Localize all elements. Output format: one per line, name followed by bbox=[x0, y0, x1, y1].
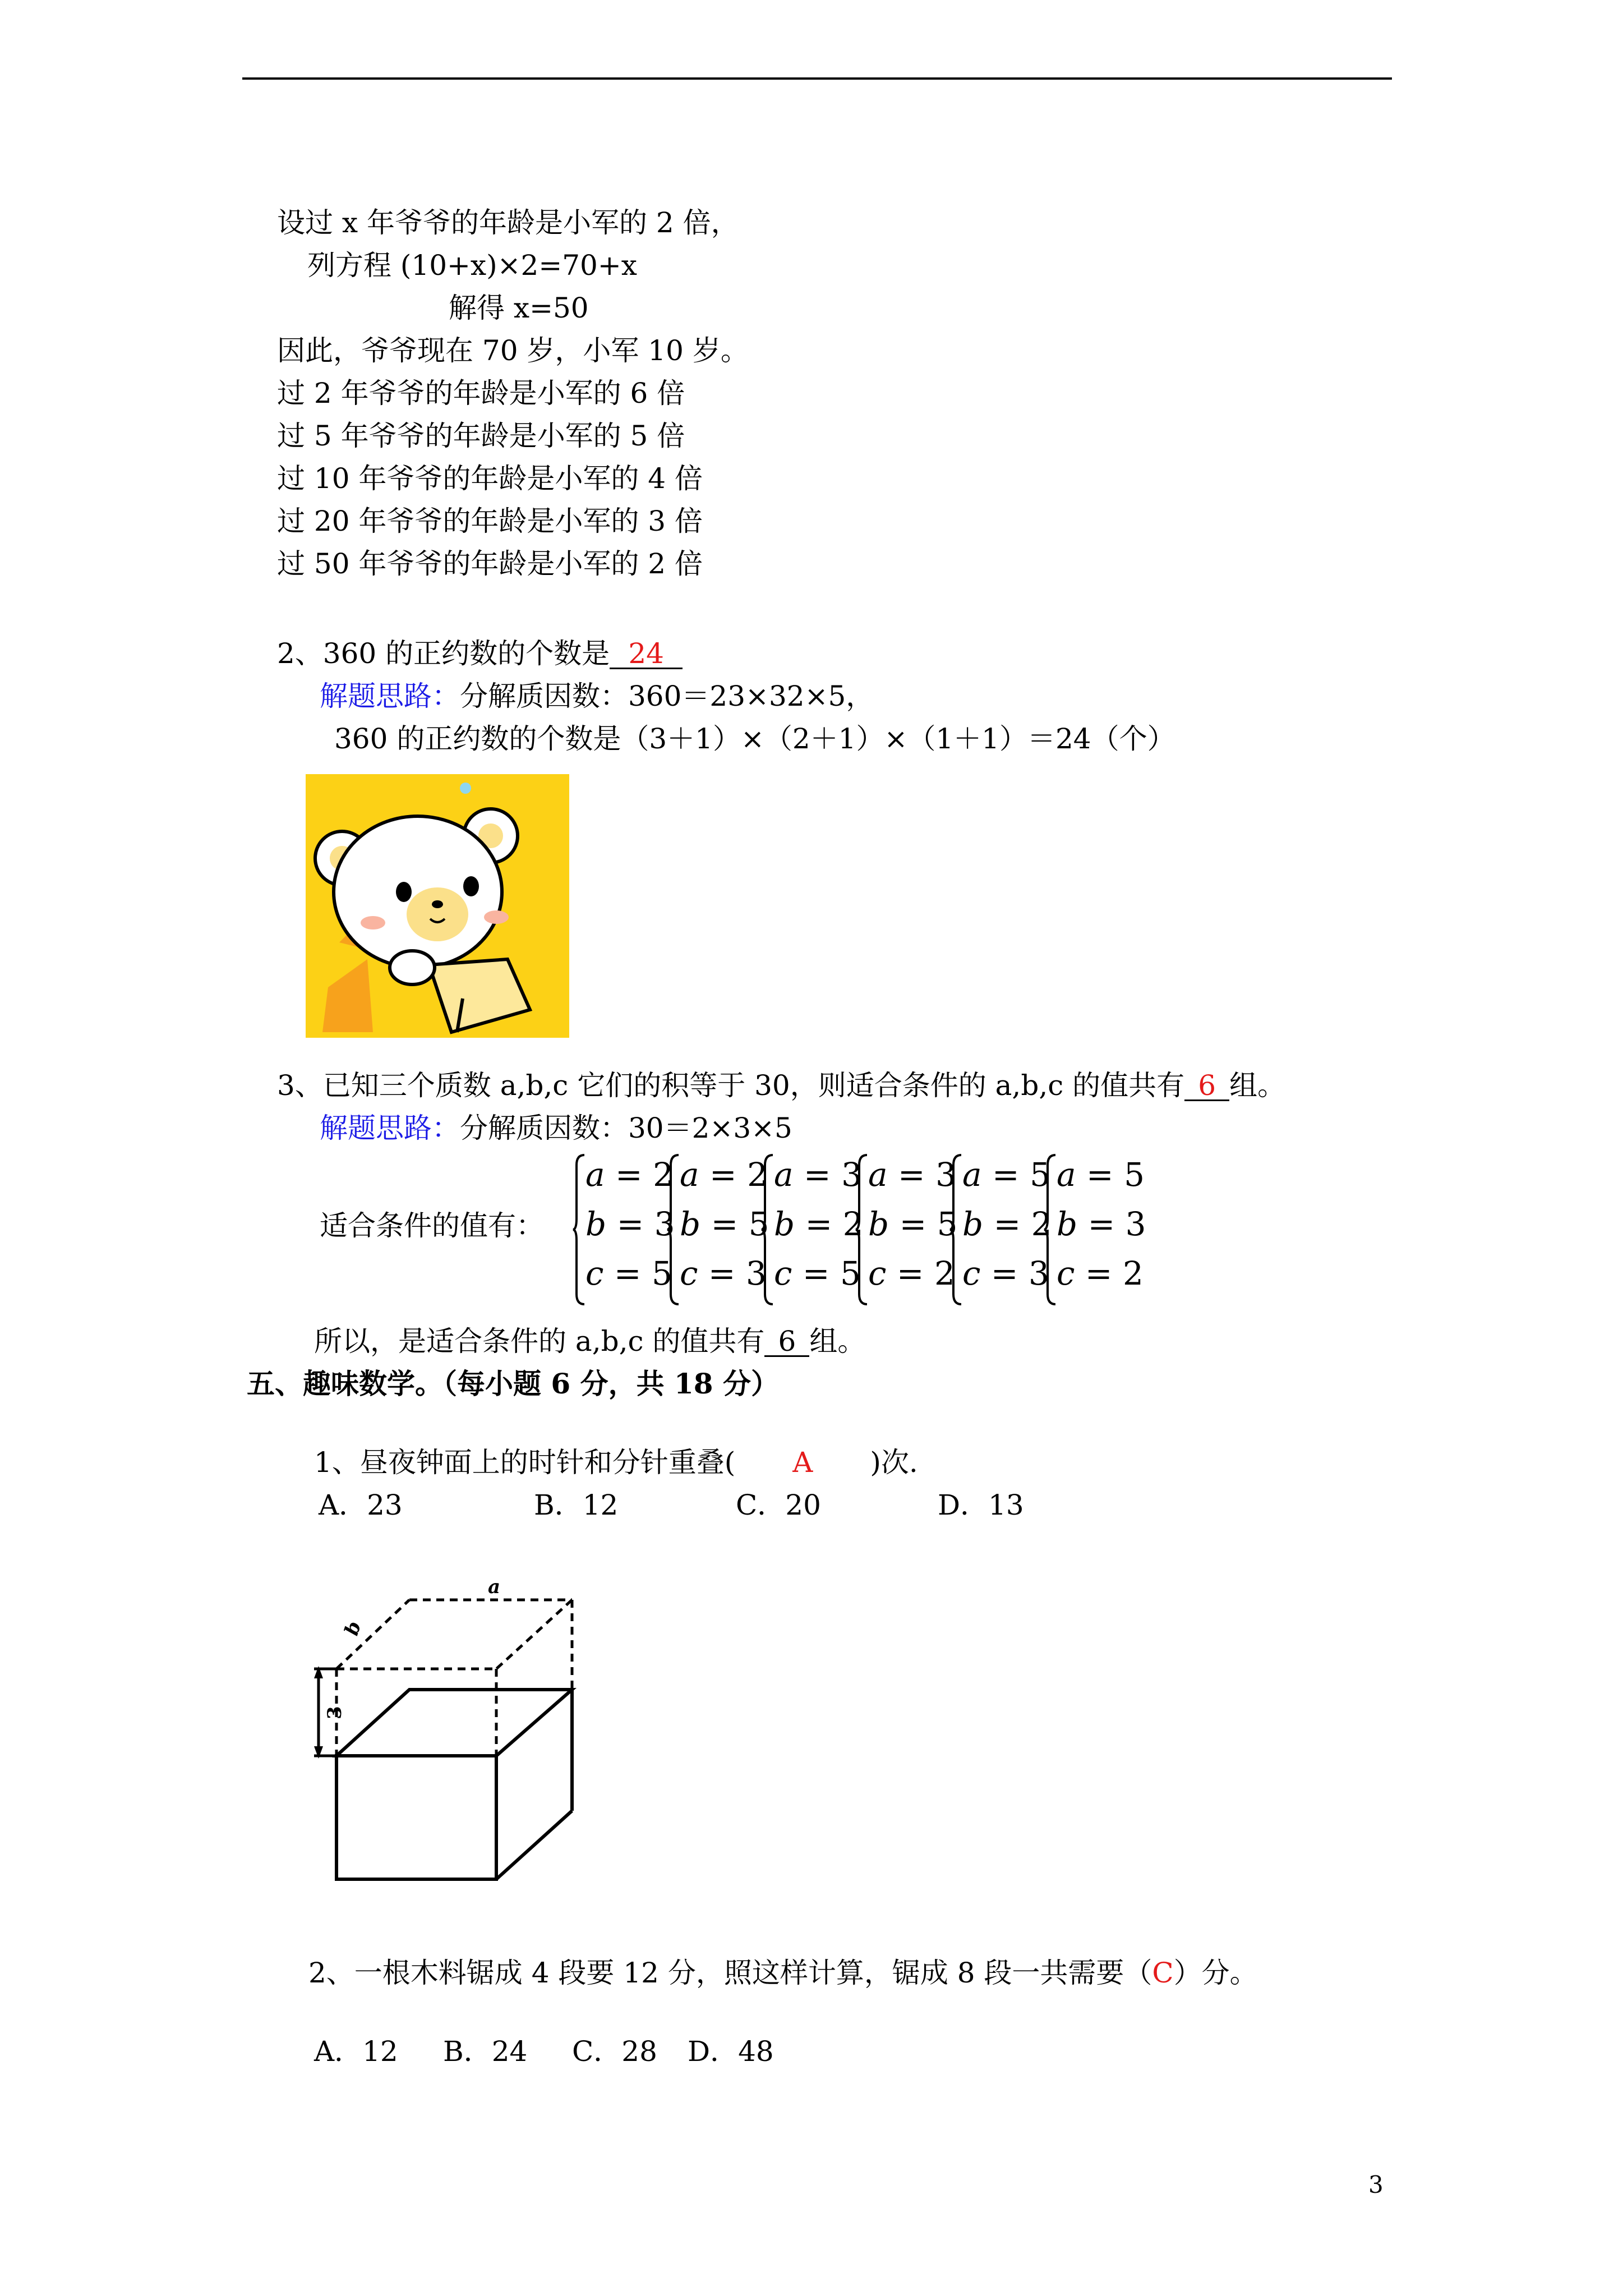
equation-b: b = 5 bbox=[868, 1205, 958, 1243]
q3-conclusion-text: 所以，是适合条件的 a,b,c 的值共有 bbox=[314, 1325, 765, 1358]
q2-answer: 24 bbox=[610, 639, 683, 669]
variable: b bbox=[585, 1205, 607, 1243]
value: 5 bbox=[748, 1205, 769, 1243]
value: 3 bbox=[1125, 1205, 1146, 1243]
variable: b bbox=[962, 1205, 984, 1243]
value: 2 bbox=[842, 1205, 864, 1243]
variable: a bbox=[774, 1156, 794, 1194]
equation-c: c = 3 bbox=[962, 1254, 1049, 1292]
p5-q1-option-c: C．20 bbox=[736, 1489, 821, 1521]
solution-line-3: 解得 x=50 bbox=[449, 292, 589, 324]
value: 2 bbox=[1031, 1205, 1052, 1243]
q2-question bbox=[277, 639, 683, 669]
equation-b: b = 3 bbox=[1057, 1205, 1146, 1243]
q3-conclusion-answer: 6 bbox=[764, 1327, 809, 1357]
p5-q2-suffix: ）分。 bbox=[1173, 1957, 1258, 1989]
equation-c: c = 5 bbox=[774, 1254, 861, 1292]
equation-a: a = 5 bbox=[1057, 1156, 1145, 1194]
q3-hint-label: 解题思路： bbox=[320, 1112, 460, 1144]
cuboid-label-height: 3 bbox=[324, 1706, 346, 1719]
variable: c bbox=[585, 1254, 604, 1292]
p5-q2-option-a: A．12 bbox=[314, 2035, 398, 2068]
variable: c bbox=[962, 1254, 981, 1292]
solution-line-4: 因此，爷爷现在 70 岁，小军 10 岁。 bbox=[277, 334, 749, 367]
value: 5 bbox=[1030, 1156, 1050, 1194]
solution-line-5: 过 2 年爷爷的年龄是小军的 6 倍 bbox=[277, 377, 685, 409]
value: 5 bbox=[1124, 1156, 1145, 1194]
q3-hint bbox=[320, 1114, 792, 1142]
cuboid-figure bbox=[303, 1565, 594, 1890]
value: 5 bbox=[840, 1254, 861, 1292]
variable: a bbox=[585, 1156, 605, 1194]
q3-conclusion bbox=[314, 1327, 865, 1357]
brace-icon bbox=[760, 1153, 775, 1307]
equation-b: b = 2 bbox=[774, 1205, 864, 1243]
brace-icon bbox=[666, 1153, 681, 1307]
cuboid-label-b: b bbox=[340, 1618, 366, 1639]
solution-line-9: 过 50 年爷爷的年龄是小军的 2 倍 bbox=[277, 547, 703, 580]
brace-icon bbox=[855, 1153, 869, 1307]
equation-a: a = 3 bbox=[774, 1156, 862, 1194]
equation-b: b = 2 bbox=[962, 1205, 1052, 1243]
value: 3 bbox=[841, 1156, 862, 1194]
equation-c: c = 5 bbox=[585, 1254, 672, 1292]
variable: b bbox=[1057, 1205, 1078, 1243]
p5-q2-option-d: D．48 bbox=[688, 2035, 774, 2068]
q2-hint bbox=[320, 682, 874, 710]
variable: c bbox=[1057, 1254, 1075, 1292]
q3-hint-text: 分解质因数：30＝2×3×5 bbox=[460, 1112, 792, 1144]
solution-line-2: 列方程 (10+x)×2=70+x bbox=[307, 249, 637, 282]
variable: b bbox=[774, 1205, 795, 1243]
equation-a: a = 3 bbox=[868, 1156, 956, 1194]
p5-q2-answer: C bbox=[1152, 1957, 1174, 1989]
cuboid-label-a: a bbox=[488, 1576, 501, 1598]
value: 3 bbox=[935, 1156, 956, 1194]
solution-line-7: 过 10 年爷爷的年龄是小军的 4 倍 bbox=[277, 462, 703, 495]
q3-question-text: 3、已知三个质数 a,b,c 它们的积等于 30，则适合条件的 a,b,c 的值共有 bbox=[277, 1069, 1185, 1102]
value: 2 bbox=[653, 1156, 674, 1194]
equation-b: b = 5 bbox=[680, 1205, 769, 1243]
p5-q1-option-d: D．13 bbox=[938, 1489, 1024, 1521]
value: 2 bbox=[934, 1254, 955, 1292]
value: 5 bbox=[937, 1205, 958, 1243]
q2-hint-text: 分解质因数：360＝23×32×5， bbox=[460, 680, 874, 712]
page-number: 3 bbox=[1368, 2171, 1384, 2198]
q3-question-suffix: 组。 bbox=[1229, 1069, 1286, 1102]
equation-c: c = 2 bbox=[1057, 1254, 1144, 1292]
equation-a: a = 2 bbox=[585, 1156, 674, 1194]
value: 2 bbox=[1122, 1254, 1144, 1292]
q2-detail: 360 的正约数的个数是（3＋1）×（2＋1）×（1＋1）＝24（个） bbox=[334, 723, 1175, 755]
equation-c: c = 3 bbox=[680, 1254, 767, 1292]
brace-icon bbox=[1043, 1153, 1058, 1307]
p5-q1-option-b: B．12 bbox=[534, 1489, 619, 1521]
bear-illustration bbox=[306, 774, 569, 1038]
q3-answer: 6 bbox=[1184, 1071, 1229, 1101]
p5-q2-option-c: C．28 bbox=[572, 2035, 657, 2068]
p5-q2-option-b: B．24 bbox=[443, 2035, 528, 2068]
equation-a: a = 2 bbox=[680, 1156, 768, 1194]
section-heading: 五、趣味数学。（每小题 6 分，共 18 分） bbox=[247, 1367, 779, 1400]
variable: c bbox=[774, 1254, 792, 1292]
variable: a bbox=[1057, 1156, 1076, 1194]
variable: a bbox=[962, 1156, 982, 1194]
variable: a bbox=[868, 1156, 888, 1194]
q2-question-text: 2、360 的正约数的个数是 bbox=[277, 637, 610, 670]
value: 2 bbox=[747, 1156, 768, 1194]
solution-line-6: 过 5 年爷爷的年龄是小军的 5 倍 bbox=[277, 420, 685, 452]
equation-a: a = 5 bbox=[962, 1156, 1050, 1194]
value: 3 bbox=[654, 1205, 675, 1243]
header-rule bbox=[242, 77, 1392, 80]
brace-icon bbox=[572, 1153, 587, 1307]
p5-q1-text: 1、昼夜钟面上的时针和分针重叠( bbox=[314, 1446, 736, 1479]
p5-q1-option-a: A．23 bbox=[319, 1489, 403, 1521]
q3-conclusion-suffix: 组。 bbox=[809, 1325, 866, 1358]
variable: b bbox=[680, 1205, 701, 1243]
p5-q2 bbox=[308, 1959, 1258, 1987]
q2-hint-label: 解题思路： bbox=[320, 680, 460, 712]
equation-b: b = 3 bbox=[585, 1205, 675, 1243]
p5-q1 bbox=[314, 1446, 918, 1479]
solution-line-1: 设过 x 年爷爷的年龄是小军的 2 倍， bbox=[277, 206, 739, 239]
q3-values-label: 适合条件的值有： bbox=[320, 1209, 544, 1242]
variable: c bbox=[868, 1254, 887, 1292]
value: 5 bbox=[651, 1254, 672, 1292]
value: 3 bbox=[745, 1254, 767, 1292]
equation-c: c = 2 bbox=[868, 1254, 955, 1292]
p5-q1-suffix: )次. bbox=[870, 1446, 918, 1479]
variable: a bbox=[680, 1156, 699, 1194]
q3-question bbox=[277, 1071, 1285, 1101]
variable: b bbox=[868, 1205, 889, 1243]
brace-icon bbox=[949, 1153, 963, 1307]
p5-q1-answer: A bbox=[792, 1446, 813, 1479]
value: 3 bbox=[1028, 1254, 1049, 1292]
solution-line-8: 过 20 年爷爷的年龄是小军的 3 倍 bbox=[277, 505, 703, 537]
p5-q2-text: 2、一根木料锯成 4 段要 12 分，照这样计算，锯成 8 段一共需要（ bbox=[308, 1957, 1152, 1989]
variable: c bbox=[680, 1254, 698, 1292]
